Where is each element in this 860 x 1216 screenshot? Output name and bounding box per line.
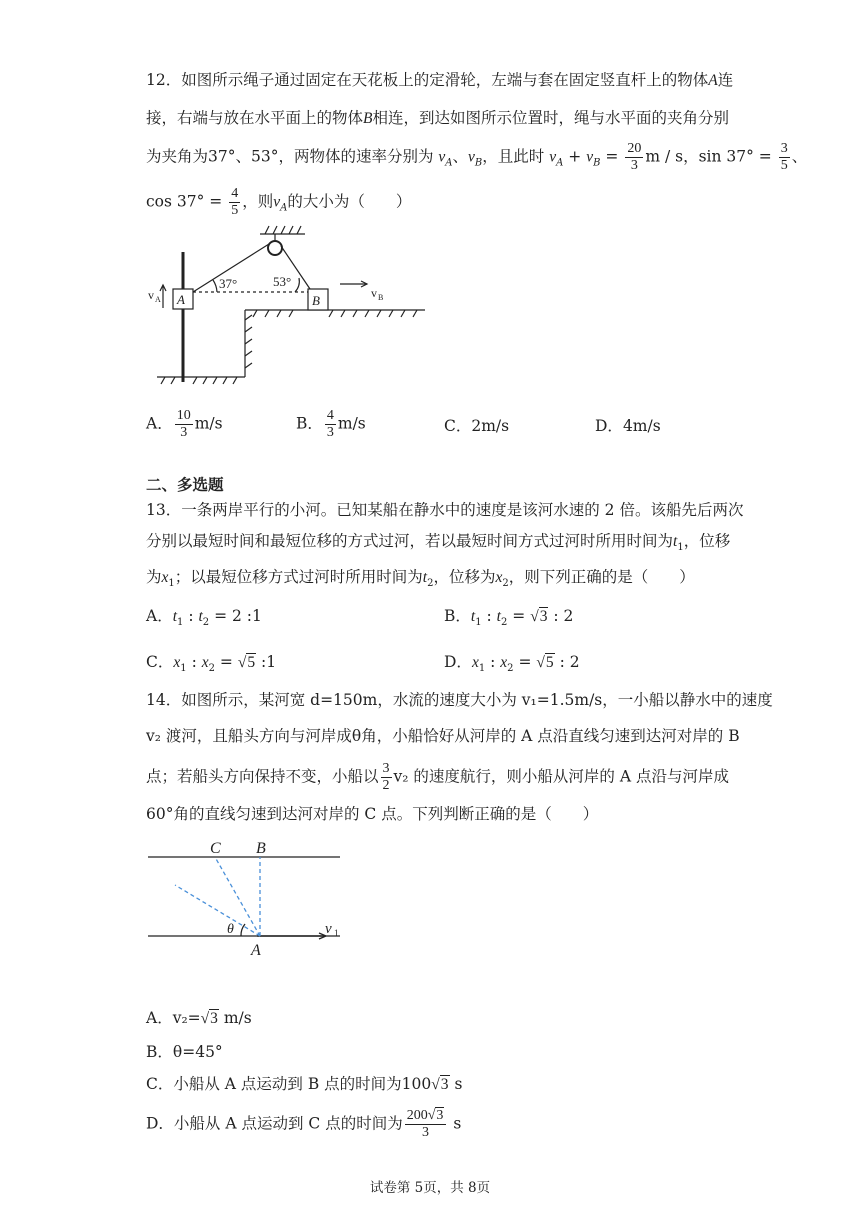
- q14-line-3: 点；若船头方向保持不变，小船以 $\frac{3}{2}$ v₂ 的速度航行，则小船从河岸的 A 点沿与河岸成: [146, 761, 729, 793]
- q14-river-figure: [145, 835, 345, 965]
- q13-option-d[interactable]: D．$x_1$ : $x_2 = √5$ : 2: [444, 653, 580, 675]
- page-footer: 试卷第 5页，共 8页: [369, 1180, 491, 1196]
- q14-line-1: 14．如图所示，某河宽 d=150m，水流的速度大小为 v₁=1.5m/s，一小船以静水中的速度: [146, 691, 773, 709]
- q13-option-c[interactable]: C．$x_1$ : $x_2 = √5$ :1: [146, 653, 277, 675]
- q13-line-2: 分别以最短时间和最短位移的方式过河，若以最短时间方式过河时所用时间为$t_1$，位移: [146, 532, 731, 554]
- q14-option-c[interactable]: C．小船从 A 点运动到 B 点的时间为100√3 s: [146, 1075, 463, 1093]
- q12-line-2: 接，右端与放在水平面上的物体B相连，到达如图所示位置时，绳与水平面的夹角分别: [146, 109, 729, 127]
- q12-line-3: 为夹角为37°、53°，两物体的速率分别为 $v_A$、$v_B$，且此时 $v_A + v_B$ = $\frac{20}{3}$ m / s，sin 37° = $\frac{3}{5}$ 、: [146, 141, 808, 173]
- fraction-4-5: $\frac{4}{5}$: [231, 186, 239, 218]
- velocity-b-label: v: [371, 286, 377, 300]
- q14-option-b[interactable]: B．θ=45°: [146, 1043, 223, 1061]
- q12-option-c[interactable]: C．2m/s: [444, 417, 510, 435]
- svg-text:B: B: [378, 293, 384, 302]
- q12-line-4: cos 37° = $\frac{4}{5}$ ，则$v_A$的大小为（ ）: [146, 186, 412, 218]
- q12-option-d[interactable]: D．4m/s: [595, 417, 661, 435]
- q13-option-b[interactable]: B．$t_1$ : $t_2 = √3$ : 2: [444, 607, 574, 629]
- theta-label: θ: [227, 922, 234, 937]
- block-b-label: B: [312, 293, 320, 308]
- svg-text:1: 1: [334, 928, 339, 938]
- q12-option-a[interactable]: A． $\frac{10}{3}$ m/s: [146, 408, 223, 440]
- q14-line-2: v₂ 渡河，且船头方向与河岸成θ角，小船恰好从河岸的 A 点沿直线匀速到达河对岸的 B: [146, 727, 740, 745]
- point-a-label: A: [251, 942, 261, 959]
- q13-option-a[interactable]: A．$t_1$ : $t_2 = 2$ :1: [146, 607, 262, 629]
- block-a-label: A: [177, 292, 185, 307]
- v1-label: v: [325, 921, 332, 937]
- q12-option-b[interactable]: B． $\frac{4}{3}$ m/s: [296, 408, 366, 440]
- q14-line-4: 60°角的直线匀速到达河对岸的 C 点。下列判断正确的是（ ）: [146, 805, 599, 823]
- point-c-label: C: [210, 840, 221, 857]
- angle-53-label: 53°: [273, 274, 292, 289]
- q14-option-d[interactable]: D．小船从 A 点运动到 C 点的时间为 $\frac{200√3}{3}$ s: [146, 1108, 462, 1140]
- q14-option-a[interactable]: A．v₂=√3 m/s: [146, 1009, 252, 1027]
- fraction-20-3: $\frac{20}{3}$: [627, 141, 642, 173]
- fraction-3-2: $\frac{3}{2}$: [382, 761, 390, 793]
- velocity-a-label: v: [148, 288, 154, 302]
- angle-37-label: 37°: [219, 276, 238, 291]
- q13-line-3: 为$x_1$；以最短位移方式过河时所用时间为$t_2$，位移为$x_2$，则下列正确的是（ ）: [146, 568, 695, 590]
- fraction-3-5: $\frac{3}{5}$: [780, 141, 788, 173]
- q12-line-1: 12．如图所示绳子通过固定在天花板上的定滑轮，左端与套在固定竖直杆上的物体A连: [146, 71, 734, 89]
- point-b-label: B: [256, 840, 266, 857]
- section-title: 二、多选题: [146, 475, 224, 494]
- svg-text:A: A: [155, 295, 161, 304]
- q12-pulley-figure: [145, 222, 435, 394]
- q13-line-1: 13．一条两岸平行的小河。已知某船在静水中的速度是该河水速的 2 倍。该船先后两次: [146, 501, 744, 519]
